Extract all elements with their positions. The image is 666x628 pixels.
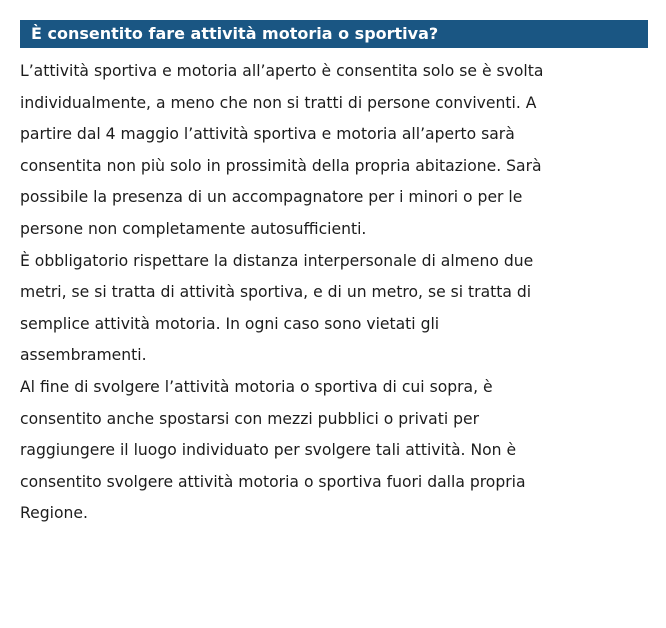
answer-line: L’attività sportiva e motoria all’aperto è consentita solo se è svolta <box>20 62 544 80</box>
faq-item <box>20 20 648 530</box>
answer-line: partire dal 4 maggio l’attività sportiva e motoria all’aperto sarà <box>20 125 515 144</box>
faq-answer <box>20 56 648 530</box>
answer-line: È obbligatorio rispettare la distanza interpersonale di almeno due <box>20 251 534 270</box>
answer-line: Al fine di svolgere l’attività motoria o sportiva di cui sopra, è <box>20 377 493 396</box>
answer-paragraph-1 <box>20 56 648 246</box>
answer-line: raggiungere il luogo individuato per svolgere tali attività. Non è <box>20 441 517 460</box>
faq-question: È consentito fare attività motoria o sportiva? <box>31 24 439 43</box>
answer-line: consentito svolgere attività motoria o sportiva fuori dalla propria <box>20 472 526 491</box>
answer-line: Regione. <box>20 504 88 523</box>
answer-paragraph-2 <box>20 246 648 372</box>
answer-line: persone non completamente autosufficienti. <box>20 219 367 238</box>
answer-paragraph-3 <box>20 372 648 530</box>
answer-line: possibile la presenza di un accompagnatore per i minori o per le <box>20 188 523 207</box>
answer-line: consentita non più solo in prossimità della propria abitazione. Sarà <box>20 156 542 175</box>
answer-line: assembramenti. <box>20 346 147 365</box>
answer-line: individualmente, a meno che non si tratti di persone conviventi. A <box>20 93 537 112</box>
answer-line: consentito anche spostarsi con mezzi pubblici o privati per <box>20 409 480 428</box>
answer-line: semplice attività motoria. In ogni caso sono vietati gli <box>20 314 440 333</box>
answer-line: metri, se si tratta di attività sportiva, e di un metro, se si tratta di <box>20 283 532 302</box>
faq-question-header <box>20 20 648 48</box>
